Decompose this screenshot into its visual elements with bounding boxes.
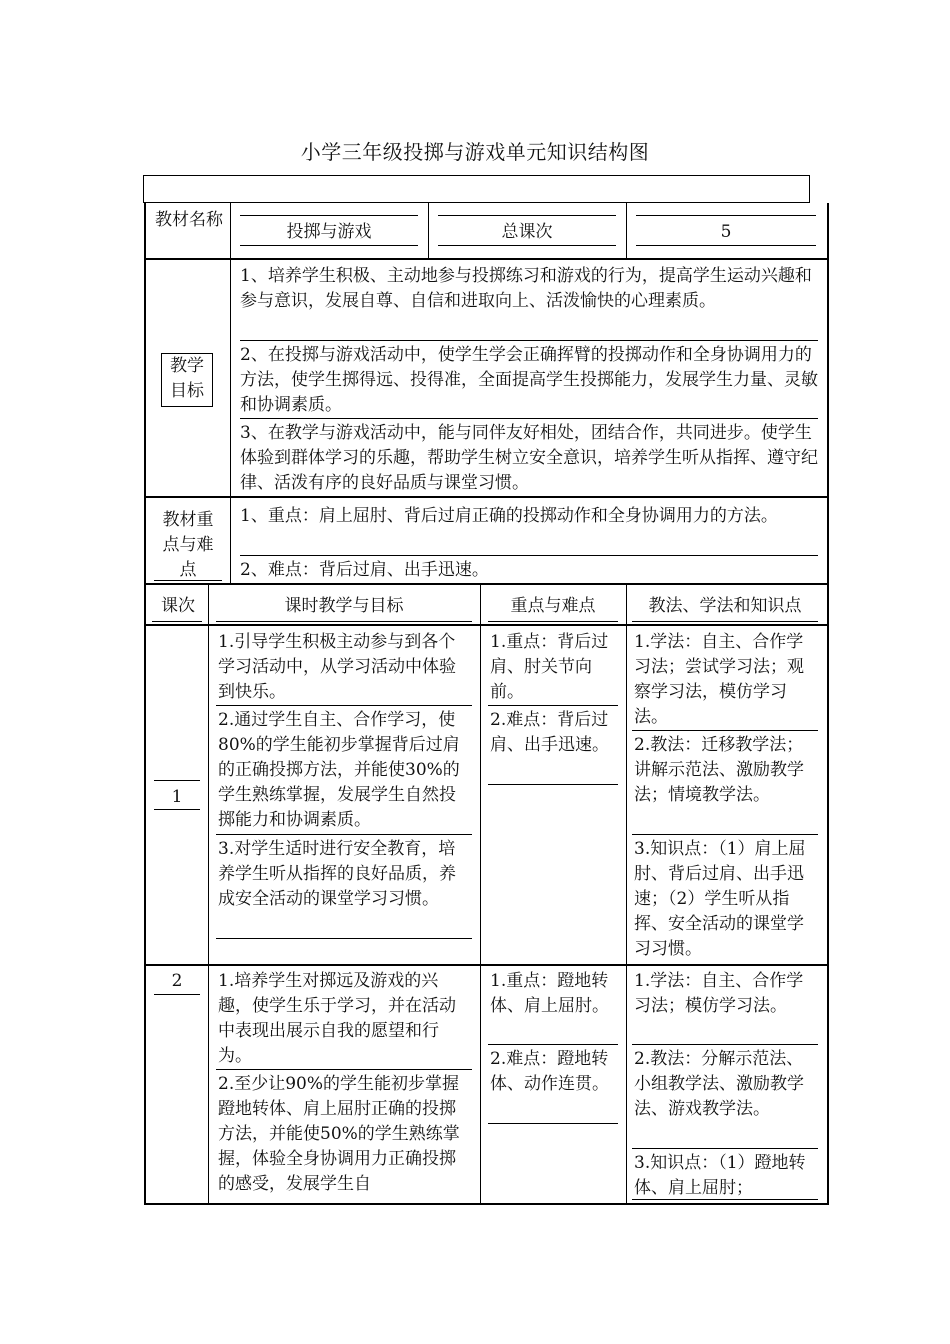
lesson-method: 3.知识点：（1）肩上屈肘、背后过肩、出手迅速；（2）学生听从指挥、安全活动的课堂学习习惯。 — [634, 839, 806, 959]
divider — [632, 1199, 818, 1200]
objectives-label: 教学目标 — [161, 353, 213, 407]
divider — [208, 966, 209, 1203]
divider — [636, 245, 816, 246]
divider — [240, 340, 818, 341]
divider — [480, 626, 481, 966]
divider — [152, 621, 202, 622]
material-name: 投掷与游戏 — [286, 222, 372, 242]
divider — [632, 834, 818, 835]
lesson-goal: 3.对学生适时进行安全教育，培养学生听从指挥的良好品质，养成安全活动的课堂学习习惯。 — [218, 839, 456, 909]
divider — [240, 418, 818, 419]
divider — [240, 555, 818, 556]
divider — [488, 1044, 618, 1045]
divider — [154, 809, 200, 810]
divider — [488, 784, 618, 785]
lesson-number: 2 — [171, 971, 183, 991]
lesson-goal: 2.至少让90%的学生能初步掌握蹬地转体、肩上屈肘正确的投掷方法，并能使50%的学生熟练掌握，体验全身协调用力正确投掷的感受，发展学生自 — [218, 1074, 460, 1194]
lesson-point: 2.难点：背后过肩、出手迅速。 — [490, 710, 609, 755]
lesson-method: 1.学法：自主、合作学习法；尝试学习法；观察学习法，模仿学习法。 — [634, 632, 804, 727]
divider — [632, 730, 818, 731]
lesson-method: 3.知识点：（1）蹬地转体、肩上屈肘； — [634, 1153, 806, 1198]
divider — [240, 215, 418, 216]
header-methods: 教法、学法和知识点 — [648, 596, 802, 616]
objective-item: 3、在教学与游戏活动中，能与同伴友好相处，团结合作，共同进步。使学生体验到群体学习的乐趣，帮助学生树立安全意识，培养学生听从指挥、遵守纪律、活泼有序的良好品质与课堂习惯。 — [240, 423, 818, 493]
divider — [240, 245, 418, 246]
lesson-goal: 2.通过学生自主、合作学习，使80%的学生能初步掌握背后过肩的正确投掷方法，并能使30%的学生熟练掌握，发展学生自然投掷能力和协调素质。 — [218, 710, 460, 830]
lesson-method: 2.教法：分解示范法、小组教学法、激励教学法、游戏教学法。 — [634, 1049, 804, 1119]
divider — [216, 834, 472, 835]
divider — [632, 1148, 818, 1149]
divider — [632, 1044, 818, 1045]
lesson-point: 1.重点：蹬地转体、肩上屈肘。 — [490, 971, 609, 1016]
divider — [488, 1123, 618, 1124]
keypoint-item: 2、难点：背后过肩、出手迅速。 — [240, 560, 489, 580]
divider — [626, 585, 627, 625]
divider — [480, 585, 481, 625]
row-border — [146, 258, 827, 260]
objective-item: 1、培养学生积极、主动地参与投掷练习和游戏的行为，提高学生运动兴趣和参与意识，发展自尊、自信和进取向上、活泼愉快的心理素质。 — [240, 266, 812, 311]
divider — [626, 966, 627, 1203]
header-empty-box — [143, 175, 810, 203]
lesson-number: 1 — [171, 787, 183, 807]
lesson-point: 1.重点：背后过肩、肘关节向前。 — [490, 632, 609, 702]
divider — [208, 626, 209, 966]
page-title: 小学三年级投掷与游戏单元知识结构图 — [300, 140, 650, 164]
row-border — [146, 624, 827, 626]
divider — [438, 215, 616, 216]
lesson-goal: 1.培养学生对掷远及游戏的兴趣，使学生乐于学习，并在活动中表现出展示自我的愿望和行为。 — [218, 971, 456, 1066]
divider — [488, 705, 618, 706]
divider — [216, 621, 472, 622]
row-border — [146, 496, 827, 498]
divider — [632, 621, 818, 622]
lesson-point: 2.难点：蹬地转体、动作连贯。 — [490, 1049, 609, 1094]
lesson-goal: 1.引导学生积极主动参与到各个学习活动中，从学习活动中体验到快乐。 — [218, 632, 456, 702]
lesson-method: 2.教法：迁移教学法；讲解示范法、激励教学法；情境教学法。 — [634, 735, 804, 805]
divider — [428, 203, 429, 258]
divider — [216, 705, 472, 706]
divider — [626, 203, 627, 258]
header-goals: 课时教学与目标 — [284, 596, 404, 616]
lesson-method: 1.学法：自主、合作学习法；模仿学习法。 — [634, 971, 804, 1016]
total-lessons-label: 总课次 — [501, 222, 553, 242]
divider — [230, 203, 231, 258]
divider — [230, 498, 231, 583]
divider — [438, 245, 616, 246]
divider — [216, 938, 472, 939]
keypoint-item: 1、重点：肩上屈肘、背后过肩正确的投掷动作和全身协调用力的方法。 — [240, 506, 778, 526]
row-border — [146, 583, 827, 585]
objective-item: 2、在投掷与游戏活动中，使学生学会正确挥臂的投掷动作和全身协调用力的方法，使学生掷得远、投得准，全面提高学生投掷能力，发展学生力量、灵敏和协调素质。 — [240, 345, 818, 415]
divider — [488, 621, 618, 622]
knowledge-structure-table — [144, 203, 829, 1205]
row-border — [146, 964, 827, 966]
divider — [208, 585, 209, 625]
material-label: 教材名称 — [155, 210, 223, 230]
divider — [154, 580, 222, 581]
divider — [230, 260, 231, 496]
divider — [626, 626, 627, 966]
divider — [216, 1069, 472, 1070]
header-lesson-no: 课次 — [161, 596, 195, 616]
divider — [154, 780, 200, 781]
keypoints-label: 教材重点与难点 — [162, 510, 214, 580]
divider — [154, 994, 200, 995]
header-points: 重点与难点 — [510, 596, 596, 616]
divider — [636, 215, 816, 216]
divider — [480, 966, 481, 1203]
total-lessons-value: 5 — [720, 222, 732, 242]
